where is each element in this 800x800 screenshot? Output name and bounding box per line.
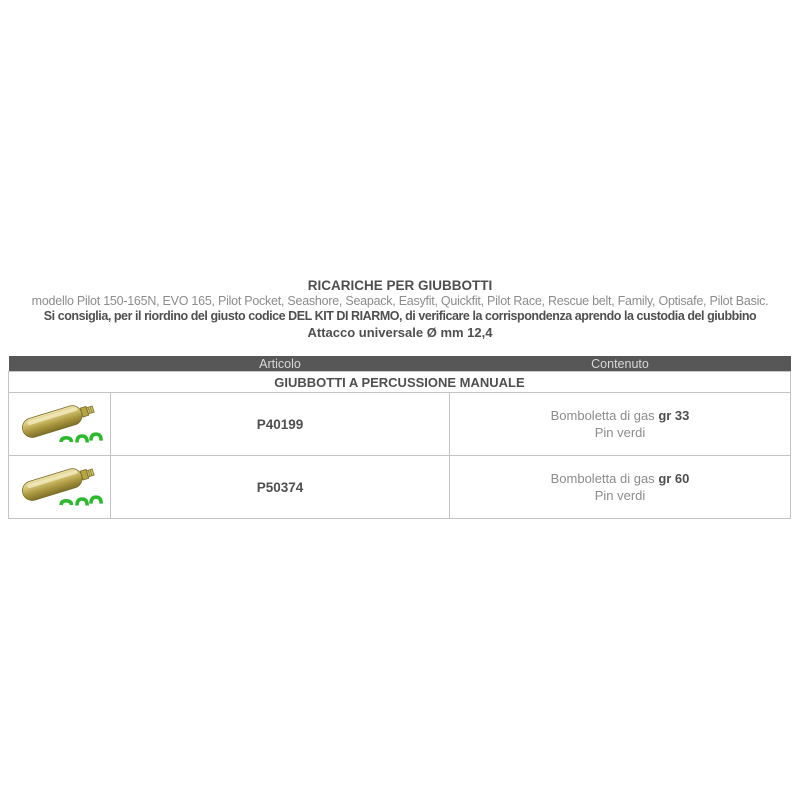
header-contenuto: Contenuto — [450, 356, 791, 372]
article-code: P50374 — [111, 456, 450, 519]
products-table — [8, 356, 791, 519]
content-line1 — [450, 470, 790, 487]
content-line2: Pin verdi — [594, 425, 646, 440]
product-image-cell — [9, 456, 111, 519]
content-cell — [450, 393, 791, 456]
content-cell — [450, 456, 791, 519]
advice-line: Si consiglia, per il riordino del giusto codice DEL KIT DI RIARMO, di verificare la corrispondenza aprendo la custodia del giubbino — [43, 309, 757, 323]
green-pins — [61, 497, 101, 505]
intro-block — [0, 277, 800, 341]
section-title-row — [9, 372, 791, 393]
cylinder-body — [20, 462, 96, 502]
models-line: modello Pilot 150-165N, EVO 165, Pilot Pocket, Seashore, Seapack, Easyfit, Quickfit, Pilot Race, Rescue belt, Family, Optisafe, Pilot Basic. — [31, 294, 769, 308]
header-articolo: Articolo — [111, 356, 450, 372]
section-title: GIUBBOTTI A PERCUSSIONE MANUALE — [9, 372, 791, 393]
article-code: P40199 — [111, 393, 450, 456]
gas-cylinder-image — [16, 395, 110, 449]
green-pins — [61, 434, 101, 442]
header-image-cell — [9, 356, 111, 372]
product-image-cell — [9, 393, 111, 456]
content-prefix: Bomboletta di gas — [550, 471, 655, 486]
content-weight: gr 33 — [658, 408, 690, 423]
content-prefix: Bomboletta di gas — [550, 408, 655, 423]
gas-cylinder-image — [16, 458, 110, 512]
cylinder-body — [20, 399, 96, 439]
table-row — [9, 456, 791, 519]
attachment-line: Attacco universale Ø mm 12,4 — [307, 325, 493, 340]
content-line1 — [450, 407, 790, 424]
page-title: RICARICHE PER GIUBBOTTI — [307, 278, 493, 293]
table-header-row — [9, 356, 791, 372]
content-weight: gr 60 — [658, 471, 690, 486]
content-line2: Pin verdi — [594, 488, 646, 503]
table-row — [9, 393, 791, 456]
